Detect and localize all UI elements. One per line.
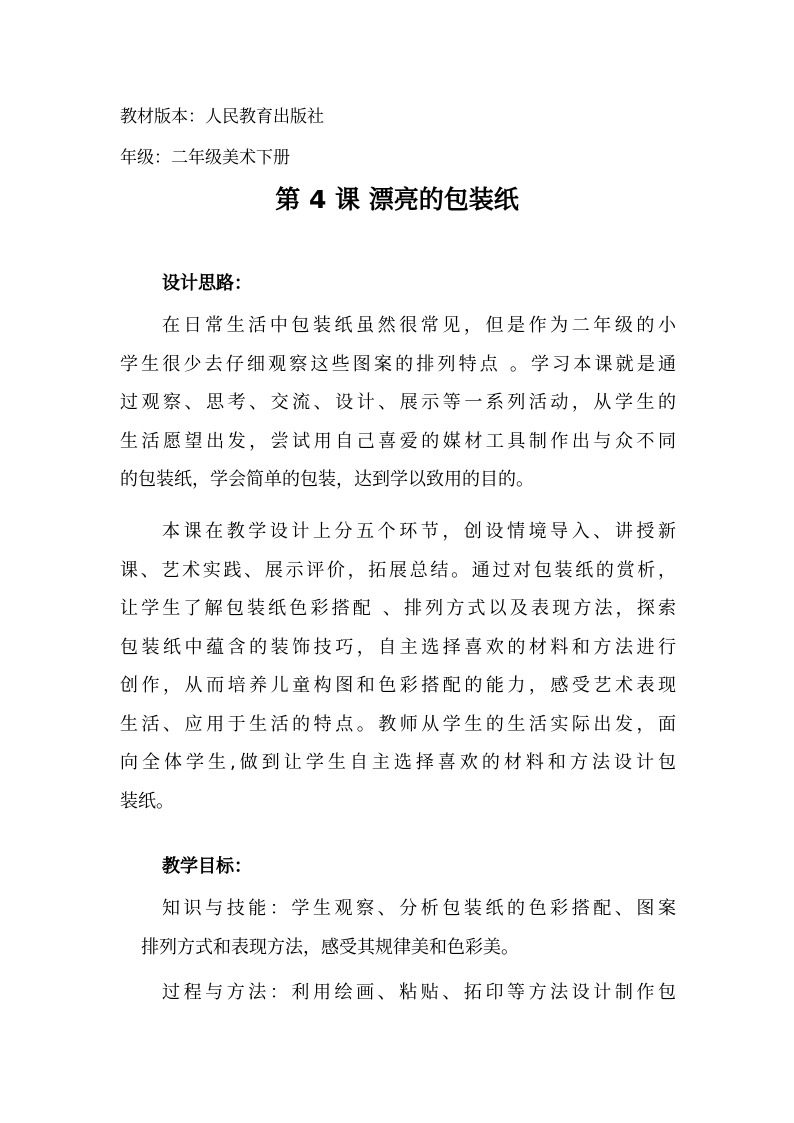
paragraph-line: 生活愿望出发，尝试用自己喜爱的媒材工具制作出与众不同 <box>120 430 676 452</box>
paragraph-line: 装纸。 <box>120 790 174 812</box>
paragraph-line: 创作，从而培养儿童构图和色彩搭配的能力，感受艺术表现 <box>120 675 676 696</box>
paragraph-line: 包装纸中蕴含的装饰技巧，自主选择喜欢的材料和方法进行 <box>120 636 676 658</box>
grade-line: 年级：二年级美术下册 <box>120 148 290 168</box>
paragraph-line: 过观察、思考、交流、设计、展示等一系列活动，从学生的 <box>120 392 676 413</box>
textbook-version-line: 教材版本：人民教育出版社 <box>120 107 324 127</box>
objectives-heading: 教学目标： <box>162 856 252 877</box>
paragraph-line: 排列方式和表现方法，感受其规律美和色彩美。 <box>141 936 519 958</box>
lesson-title: 第 4 课 漂亮的包装纸 <box>275 185 519 214</box>
paragraph-line: 本课在教学设计上分五个环节，创设情境导入、讲授新 <box>162 521 676 542</box>
paragraph-line: 知识与技能：学生观察、分析包装纸的色彩搭配、图案 <box>162 898 676 919</box>
design-heading: 设计思路： <box>162 273 252 294</box>
process-methods-paragraph <box>120 974 676 1013</box>
paragraph-line: 过程与方法：利用绘画、粘贴、拓印等方法设计制作包 <box>162 982 676 1003</box>
paragraph-line: 学生很少去仔细观察这些图案的排列特点 。学习本课就是通 <box>120 353 676 375</box>
design-paragraph-2 <box>120 513 676 821</box>
paragraph-line: 让学生了解包装纸色彩搭配 、排列方式以及表现方法，探索 <box>120 598 676 619</box>
knowledge-skills-paragraph <box>120 890 676 967</box>
paragraph-line: 的包装纸，学会简单的包装，达到学以致用的目的。 <box>120 469 534 490</box>
design-paragraph-1 <box>120 307 676 500</box>
paragraph-line: 课、艺术实践、展示评价，拓展总结。通过对包装纸的赏析， <box>120 559 676 581</box>
paragraph-line: 在日常生活中包装纸虽然很常见，但是作为二年级的小 <box>162 315 676 336</box>
paragraph-line: 生活、应用于生活的特点。教师从学生的生活实际出发，面 <box>120 713 676 735</box>
paragraph-line: 向全体学生,做到让学生自主选择喜欢的材料和方法设计包 <box>120 752 676 773</box>
